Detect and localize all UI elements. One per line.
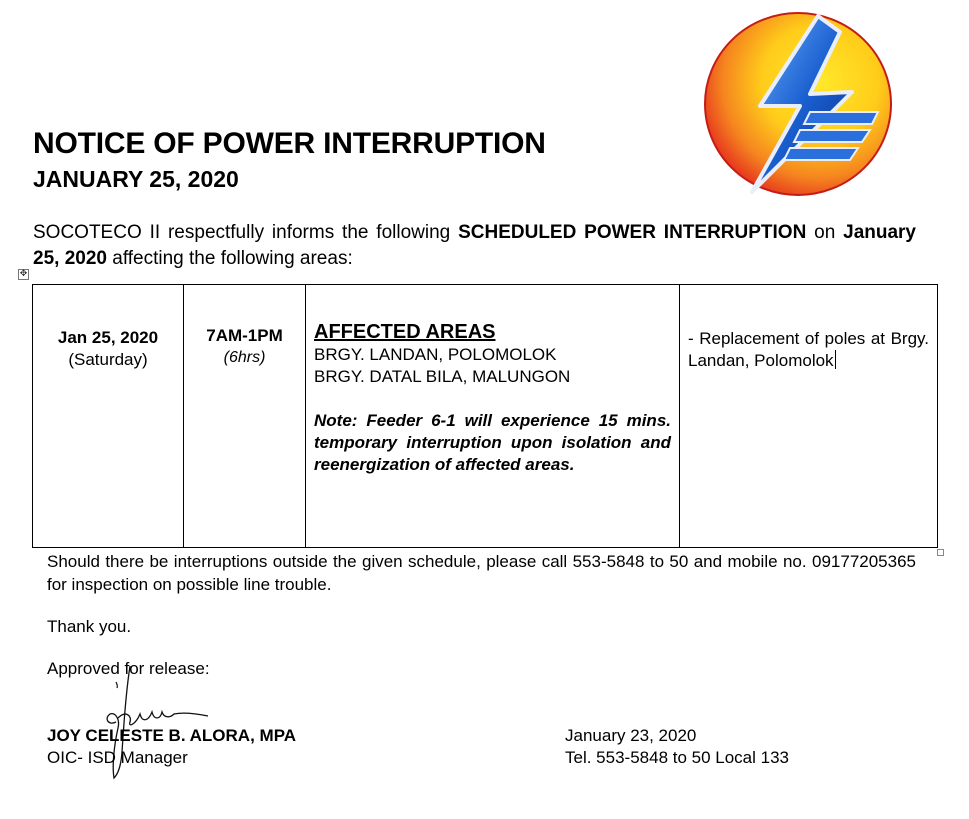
schedule-duration: (6hrs) bbox=[223, 349, 266, 366]
intro-bold-1: SCHEDULED POWER INTERRUPTION bbox=[458, 222, 807, 243]
areas-cell[interactable] bbox=[306, 285, 680, 548]
text-cursor bbox=[835, 350, 836, 369]
intro-bold-2: January 25, 2020 bbox=[33, 222, 916, 269]
intro-text-2: on bbox=[806, 222, 844, 243]
signer-title: OIC- ISD Manager bbox=[47, 748, 188, 767]
work-description: - Replacement of poles at Brgy. Landan, Polomolok bbox=[688, 329, 929, 370]
schedule-time: 7AM-1PM bbox=[206, 326, 283, 345]
resize-handle-icon[interactable] bbox=[937, 549, 944, 556]
approval-text: Approved for release: bbox=[47, 659, 210, 678]
affected-areas-heading: AFFECTED AREAS bbox=[314, 321, 496, 343]
intro-text-3: affecting the following areas: bbox=[106, 248, 353, 269]
telephone: Tel. 553-5848 to 50 Local 133 bbox=[565, 748, 790, 767]
table-row bbox=[33, 285, 938, 548]
signer-name: JOY CELESTE B. ALORA, MPA bbox=[47, 726, 297, 745]
affected-area-item: BRGY. LANDAN, POLOMOLOK bbox=[314, 345, 557, 364]
intro-paragraph bbox=[33, 220, 916, 272]
description-cell[interactable] bbox=[680, 285, 938, 548]
affected-area-item: BRGY. DATAL BILA, MALUNGON bbox=[314, 367, 571, 386]
thanks-text: Thank you. bbox=[47, 617, 132, 636]
time-cell[interactable] bbox=[184, 285, 306, 548]
move-handle-icon[interactable]: ✥ bbox=[19, 269, 28, 279]
intro-text-1: SOCOTECO II respectfully informs the following bbox=[33, 222, 459, 243]
feeder-note: Note: Feeder 6-1 will experience 15 mins. temporary interruption upon isolation and reenergization of affected areas. bbox=[314, 411, 671, 474]
schedule-table bbox=[32, 284, 938, 548]
notice-title: NOTICE OF POWER INTERRUPTION bbox=[33, 127, 546, 160]
schedule-day: (Saturday) bbox=[68, 350, 148, 369]
notice-date: JANUARY 25, 2020 bbox=[33, 166, 239, 192]
lightning-bolt-logo bbox=[702, 10, 894, 198]
issue-date: January 23, 2020 bbox=[565, 726, 697, 745]
schedule-date: Jan 25, 2020 bbox=[57, 328, 159, 347]
date-cell[interactable] bbox=[33, 285, 184, 548]
contact-paragraph: Should there be interruptions outside the given schedule, please call 553-5848 to 50 and mobile no. 09177205365 for inspection on possible line trouble. bbox=[47, 552, 916, 594]
